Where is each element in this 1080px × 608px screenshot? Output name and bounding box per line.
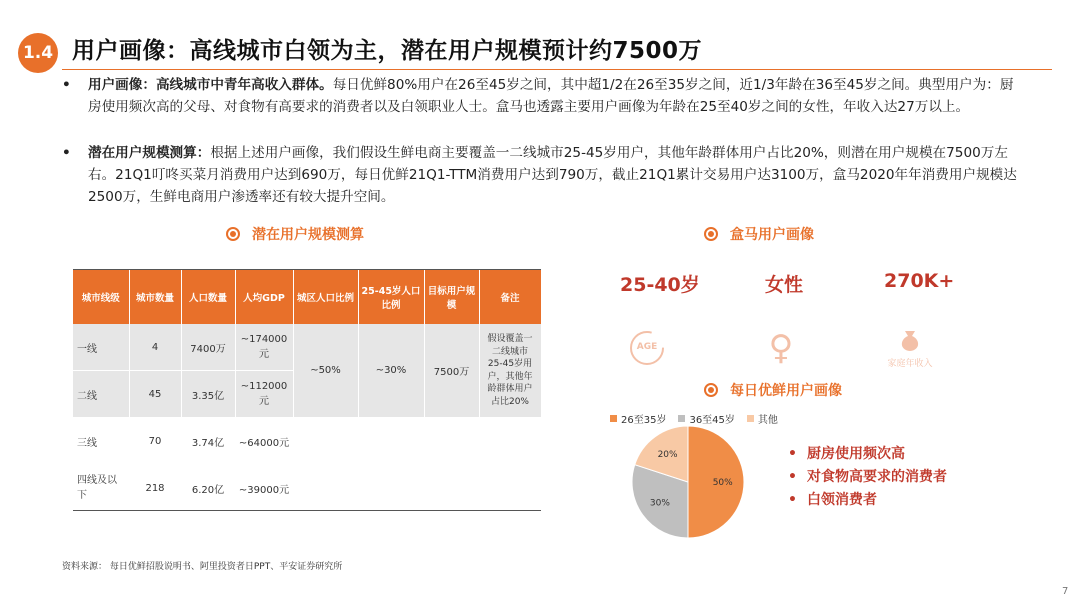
missfresh-bullet-text: 对食物高要求的消费者 [806, 469, 947, 485]
cell-tier: 三线 [73, 418, 129, 465]
cell-population: 3.35亿 [181, 371, 235, 418]
cell-count: 70 [129, 418, 181, 465]
bullet-text: 根据上述用户画像，我们假设生鲜电商主要覆盖一二线城市25-45岁用户，其他年龄群体用户占比20%，则潜在用户规模在7500万左右。21Q1叮咚买菜月消费用户达到690万，每日优鲜21Q1-TTM消费用户达到790万，截止21Q1累计交易用户达3100万，盒马2020年年消费用户规模达2500万，生鲜电商用户渗透率还有较大提升空间。 [88, 145, 1017, 205]
legend-label: 36至45岁 [689, 415, 735, 426]
empty-cell [293, 465, 358, 512]
table-row [73, 465, 541, 512]
bullet-marker: • [62, 77, 71, 93]
bullet-lead: 用户画像：高线城市中青年高收入群体。 [88, 77, 333, 93]
bullet-user-profile [62, 74, 1022, 118]
missfresh-bullet-text: 白领消费者 [806, 492, 877, 508]
pie-chart [630, 424, 746, 540]
table-header: 目标用户规模 [424, 270, 479, 324]
cell-count: 4 [129, 324, 181, 371]
bullet-marker: • [62, 145, 71, 161]
table-row [73, 324, 541, 371]
target-icon [226, 227, 240, 241]
section-title-text: 每日优鲜用户画像 [730, 383, 842, 399]
cell-gdp: ~174000元 [235, 324, 293, 371]
section-title-text: 盒马用户画像 [730, 227, 814, 243]
table-header: 人口数量 [181, 270, 235, 324]
empty-cell [293, 418, 358, 465]
money-bag-icon-label: 家庭年收入 [887, 359, 933, 369]
empty-cell [424, 465, 479, 512]
age-icon [627, 328, 667, 368]
cell-gdp: ~64000元 [235, 418, 293, 465]
table-header: 城市数量 [129, 270, 181, 324]
page-number: 7 [1062, 586, 1069, 597]
legend-swatch [678, 415, 685, 422]
money-bag-icon [870, 326, 950, 372]
section-title-missfresh [704, 380, 842, 400]
table-header: 人均GDP [235, 270, 293, 324]
bullet-text: 每日优鲜80%用户在26至45岁之间，其中超1/2在26至35岁之间，近1/3年龄在36至45岁之间。典型用户为：厨房使用频次高的父母、对食物有高要求的消费者以及白领职业人士。盒马也透露主要用户画像为年龄在25至40岁之间的女性，年收入达27万以上。 [88, 77, 1014, 115]
table-header: 城区人口比例 [293, 270, 358, 324]
section-title-text: 潜在用户规模测算 [252, 227, 364, 243]
target-icon [704, 383, 718, 397]
legend-swatch [610, 415, 617, 422]
missfresh-bullet: • 白领消费者 [788, 492, 877, 508]
cell-tier: 二线 [73, 371, 129, 418]
female-icon [760, 328, 802, 368]
pie-label-2: 20% [657, 449, 678, 460]
empty-cell [424, 418, 479, 465]
legend-label: 26至35岁 [621, 415, 667, 426]
potential-users-table [73, 270, 542, 512]
cell-count: 218 [129, 465, 181, 512]
table-row [73, 418, 541, 465]
table-header: 25-45岁人口比例 [358, 270, 424, 324]
missfresh-bullet-text: 厨房使用频次高 [806, 446, 905, 462]
cell-gdp: ~39000元 [235, 465, 293, 512]
table-header: 备注 [479, 270, 541, 324]
table-header: 城市线级 [73, 270, 129, 324]
section-title-potential [226, 224, 364, 244]
missfresh-bullet: • 对食物高要求的消费者 [788, 469, 947, 485]
hema-stat-age: 25-40岁 [620, 274, 700, 296]
cell-population: 3.74亿 [181, 418, 235, 465]
empty-cell [479, 465, 541, 512]
hema-stat-gender: 女性 [765, 274, 804, 296]
section-title-hema [704, 224, 814, 244]
pie-label-0: 50% [712, 478, 733, 488]
cell-urban-ratio: ~50% [293, 324, 358, 418]
empty-cell [358, 465, 424, 512]
age-icon-label: AGE [636, 342, 658, 352]
table-header-row [73, 270, 541, 324]
cell-note: 假设覆盖一二线城市25-45岁用户，其他年龄群体用户占比20% [479, 324, 541, 418]
cell-count: 45 [129, 371, 181, 418]
hema-stat-income: 270K+ [884, 270, 955, 292]
cell-age-ratio: ~30% [358, 324, 424, 418]
female-icon-glyph: ♀ [768, 328, 794, 368]
bullet-potential-users [62, 142, 1022, 208]
cell-population: 6.20亿 [181, 465, 235, 512]
cell-population: 7400万 [181, 324, 235, 371]
title-divider [62, 69, 1052, 70]
pie-label-1: 30% [649, 498, 670, 509]
legend-item [747, 411, 778, 426]
cell-target-users: 7500万 [424, 324, 479, 418]
source-note: 资料来源： 每日优鲜招股说明书、阿里投资者日PPT、平安证券研究所 [62, 562, 343, 572]
table-bottom-rule [73, 510, 541, 511]
target-icon [704, 227, 718, 241]
empty-cell [479, 418, 541, 465]
section-number-badge: 1.4 [18, 33, 58, 73]
legend-swatch [747, 415, 754, 422]
legend-label: 其他 [757, 415, 778, 426]
bullet-lead: 潜在用户规模测算： [88, 145, 211, 161]
cell-tier: 四线及以下 [73, 465, 129, 512]
missfresh-bullet: • 厨房使用频次高 [788, 446, 905, 462]
cell-gdp: ~112000元 [235, 371, 293, 418]
empty-cell [358, 418, 424, 465]
page-title: 用户画像：高线城市白领为主，潜在用户规模预计约7500万 [72, 38, 703, 64]
cell-tier: 一线 [73, 324, 129, 371]
